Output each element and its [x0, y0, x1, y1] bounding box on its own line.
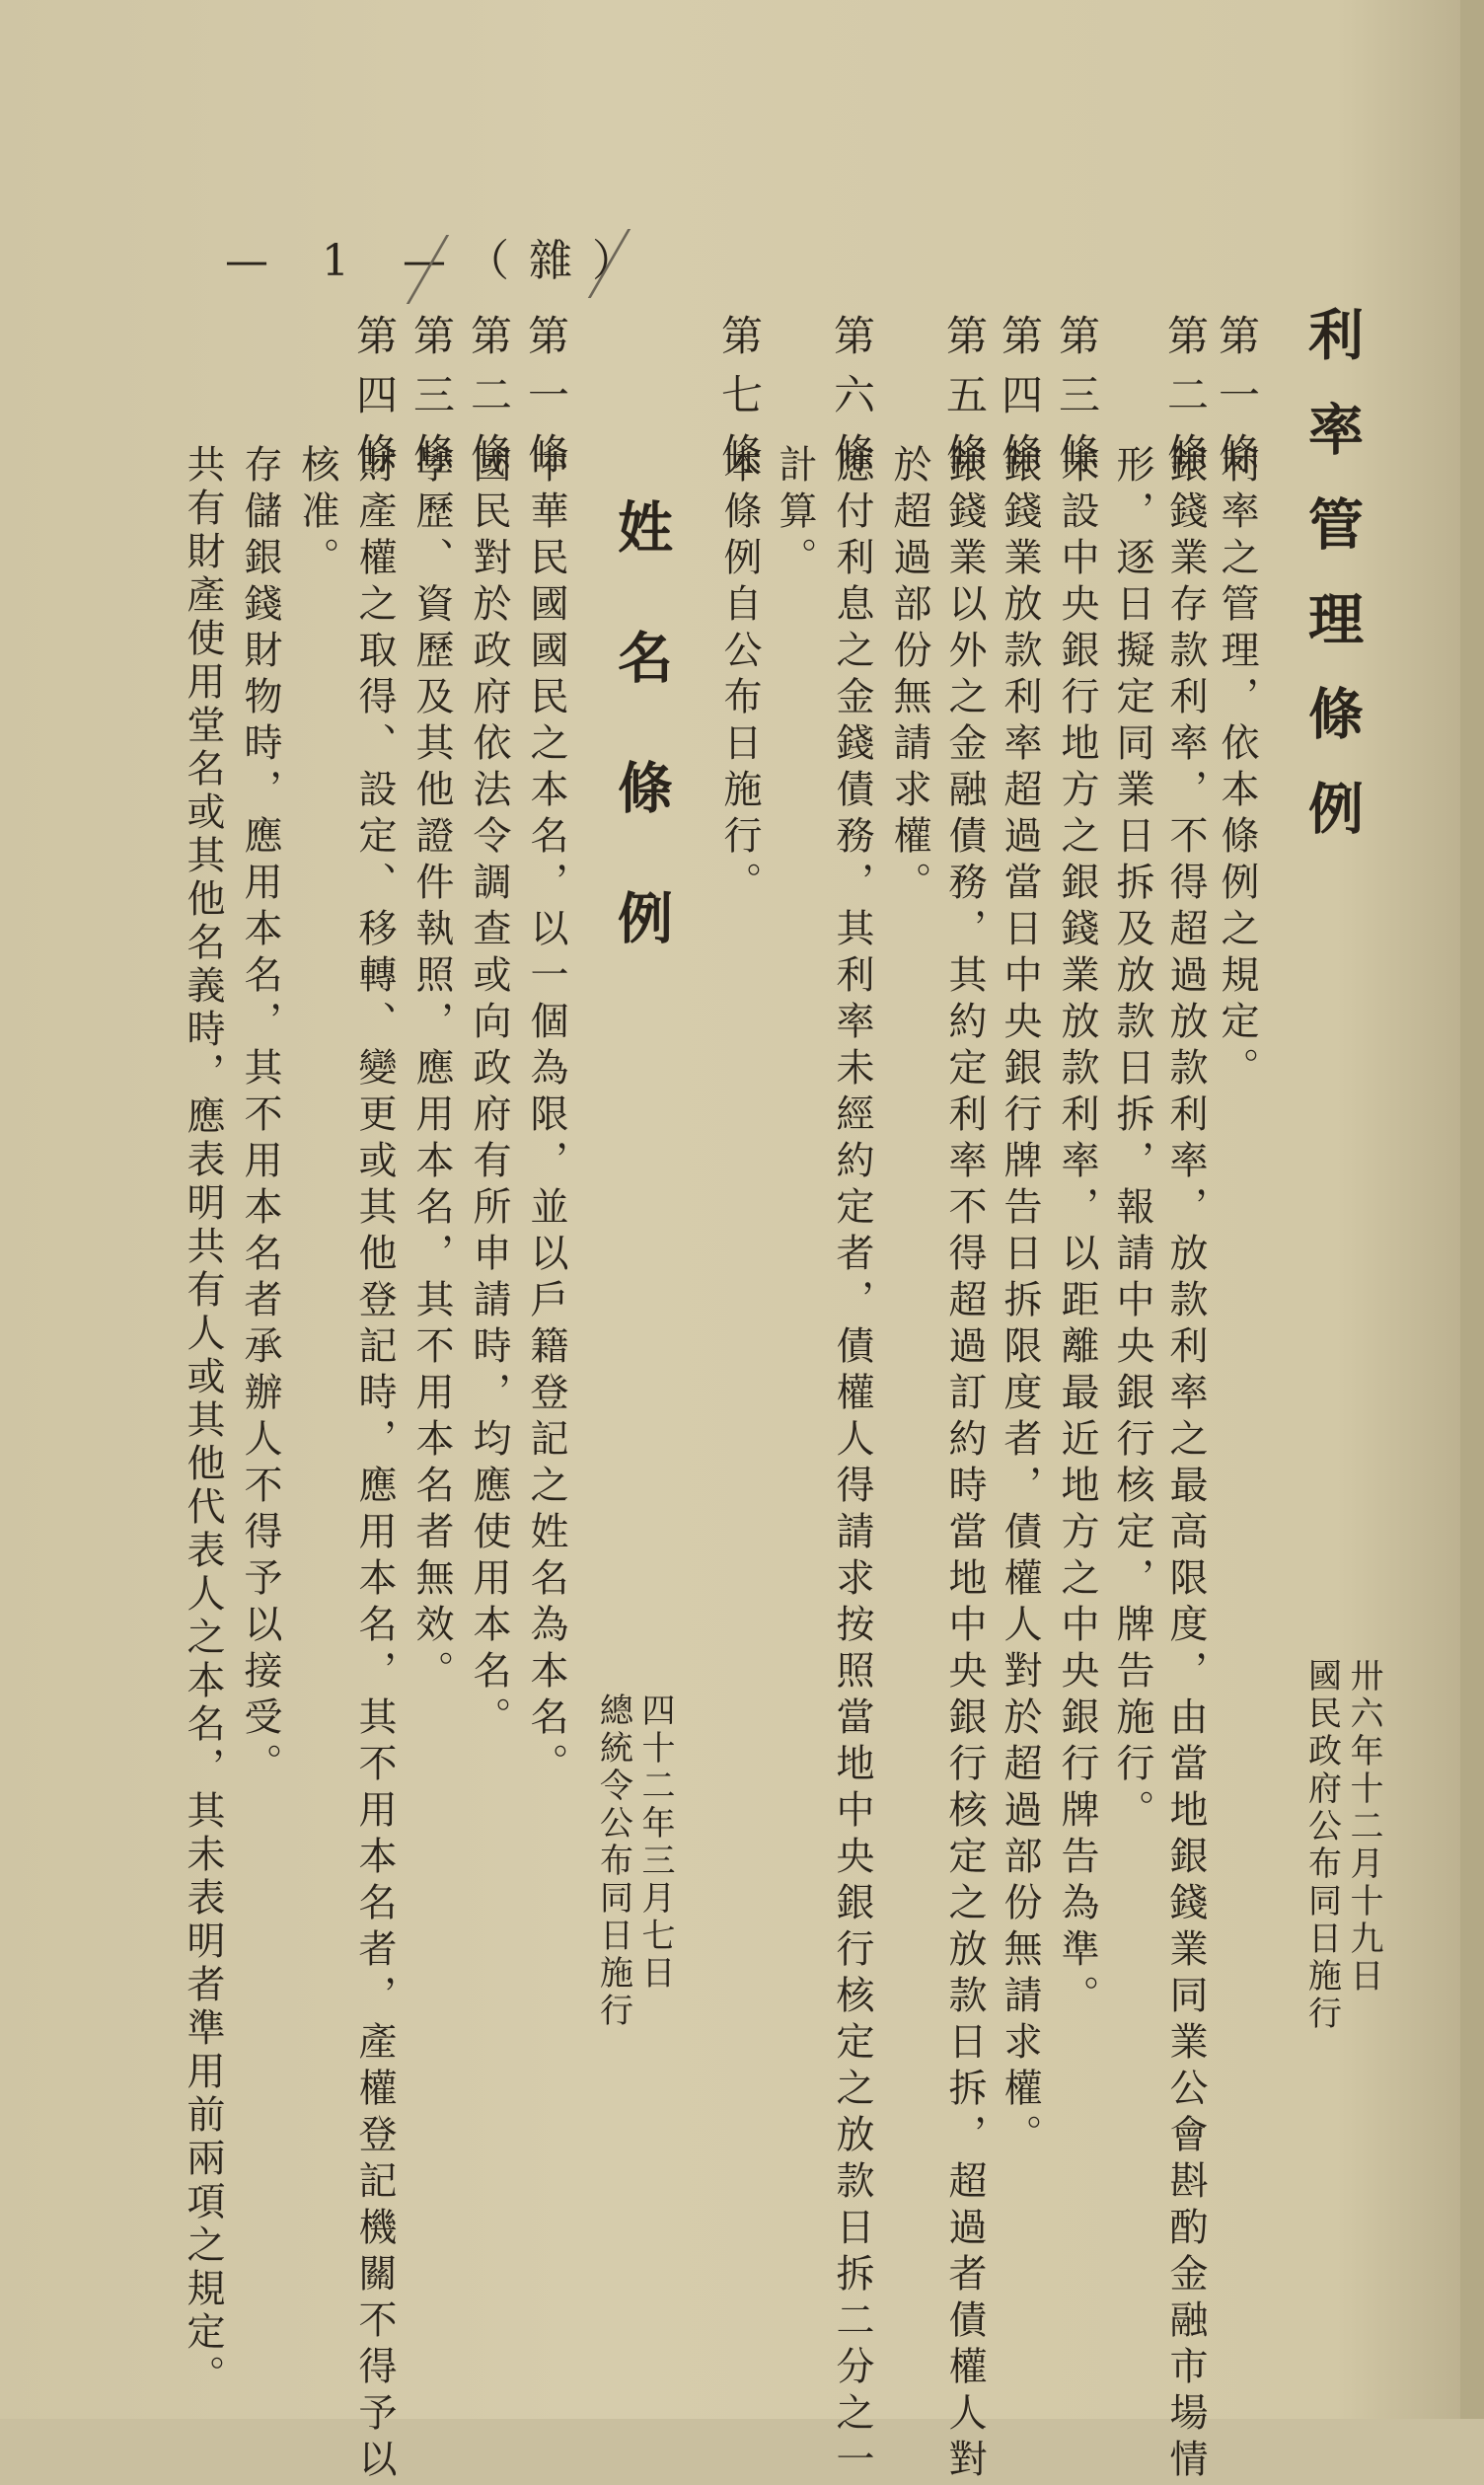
- law1-article-6-label: 第六條: [828, 314, 876, 491]
- law2-article-4-text: 財產權之取得、設定、移轉、變更或其他登記時，應用本名，其不用本名者，產權登記機關不得予以: [352, 444, 397, 2485]
- law1-article-5-label: 第五條: [940, 314, 989, 491]
- law2-article-4-label: 第四條: [350, 314, 399, 491]
- law2-article-4-para-2: 存儲銀錢財物時，應用本名，其不用本名者承辦人不得予以接受。: [238, 444, 282, 1789]
- law2-title: 姓名條例: [609, 498, 674, 1019]
- book-spine-edge: [1460, 0, 1484, 2419]
- law1-article-5-text: 銀錢業以外之金融債務，其約定利率不得超過訂約時當地中央銀行核定之放款日拆，超過者債權人對: [942, 444, 987, 2485]
- law2-article-1-label: 第一條: [522, 314, 570, 491]
- law1-article-6-text: 應付利息之金錢債務，其利率未經約定者，債權人得請求按照當地中央銀行核定之放款日拆二分之一: [830, 444, 874, 2485]
- law2-article-4-cont: 核准。: [295, 444, 339, 583]
- law1-article-4-text: 銀錢業放款利率超過當日中央銀行牌告日拆限度者，債權人對於超過部份無請求權。: [998, 444, 1042, 2160]
- law1-article-3-text: 未設中央銀行地方之銀錢業放款利率，以距離最近地方之中央銀行牌告為準。: [1055, 444, 1099, 2021]
- law2-article-2-text: 國民對於政府依法令調查或向政府有所申請時，均應使用本名。: [467, 444, 511, 1743]
- law2-promulgation: 四十二年三月七日 總統令公布同日施行: [593, 1693, 675, 2030]
- law1-article-2-label: 第二條: [1161, 314, 1210, 491]
- law2-article-3-text: 學歷、資歷及其他證件執照，應用本名，其不用本名者無效。: [409, 444, 454, 1696]
- law1-article-1-label: 第一條: [1213, 314, 1261, 491]
- law1-promulgation: 卅六年十二月十九日 國民政府公布同日施行: [1301, 1658, 1383, 2033]
- law2-article-2-label: 第二條: [465, 314, 513, 491]
- law1-article-7-text: 本條例自公布日施行。: [717, 444, 762, 908]
- law1-title: 利率管理條例: [1299, 306, 1365, 874]
- page-number: — 1 —（雜）: [225, 236, 655, 286]
- law1-article-6-cont: 計算。: [773, 444, 817, 583]
- law1-article-3-label: 第三條: [1053, 314, 1101, 491]
- law2-article-4-para-3: 共有財產使用堂名或其他名義時，應表明共有人或其他代表人之本名，其未表明者準用前兩項之規定。: [181, 444, 225, 2398]
- law1-article-2-cont: 形，逐日擬定同業日拆及放款日拆，報請中央銀行核定，牌告施行。: [1110, 444, 1154, 1836]
- law1-article-4-label: 第四條: [996, 314, 1044, 491]
- law1-article-7-label: 第七條: [715, 314, 764, 491]
- law1-article-1-text: 利率之管理，依本條例之規定。: [1215, 444, 1259, 1093]
- law1-article-2-text: 銀錢業存款利率，不得超過放款利率，放款利率之最高限度，由當地銀錢業同業公會斟酌金融市場情: [1163, 444, 1208, 2485]
- law1-article-5-cont: 於超過部份無請求權。: [887, 444, 931, 908]
- law2-article-1-text: 中華民國國民之本名，以一個為限，並以戶籍登記之姓名為本名。: [524, 444, 568, 1789]
- law2-article-3-label: 第三條: [408, 314, 456, 491]
